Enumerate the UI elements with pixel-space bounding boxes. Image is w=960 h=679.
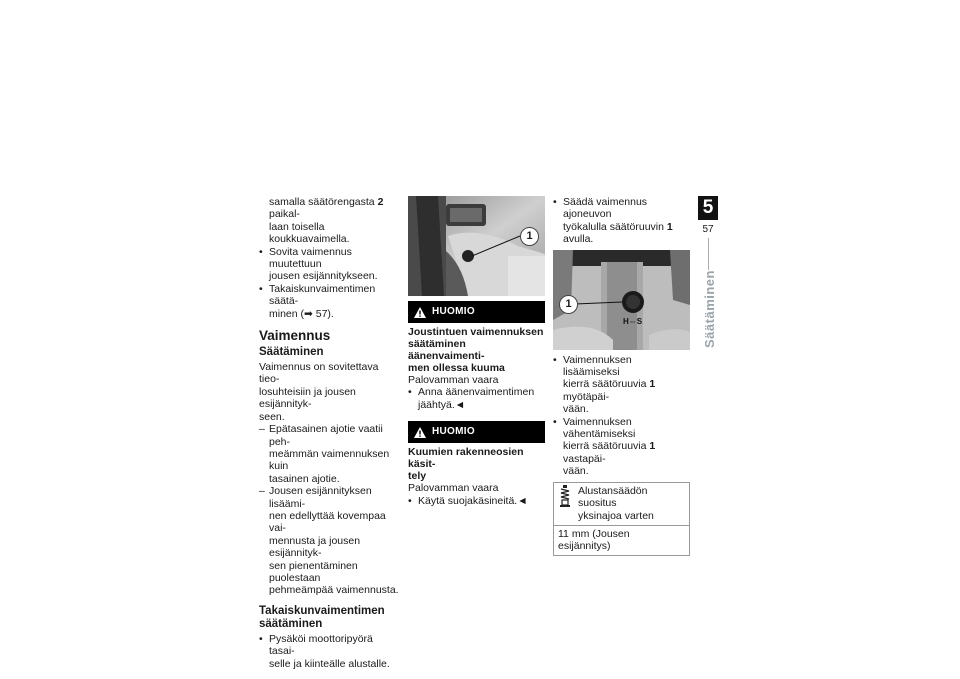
bullet-item: • Vaimennuksen lisäämiseksi kierrä säätöruuvia 1 myötäpäi- vään. — [553, 354, 690, 416]
warning-banner — [408, 301, 545, 323]
subsection-title: Takaiskunvaimentimen säätäminen — [259, 604, 385, 630]
text: laan toisella koukkuavaimella. — [269, 220, 350, 246]
divider — [708, 238, 709, 270]
spec-description: Alustansäädön suositus yksinajoa varten — [578, 484, 654, 522]
continued-text — [259, 196, 399, 246]
bullet-item: • Säädä vaimennus ajoneuvon työkalulla säätöruuvin 1 avulla. — [553, 196, 690, 246]
ref-number: 1 — [666, 220, 673, 233]
ref-number: 2 — [377, 196, 384, 208]
bullet-item: • Pysäköi moottoripyörä tasai- selle ja kiinteälle alustalle. — [259, 633, 399, 670]
warning-triangle-icon — [414, 427, 426, 438]
page-number: 57 — [702, 224, 714, 235]
spec-table — [553, 482, 690, 556]
ref-number: 1 — [649, 378, 656, 391]
callout-1: 1 — [559, 295, 578, 314]
section-title: Vaimennus — [259, 328, 331, 344]
bullet-item: • Vaimennuksen vähentämiseksi kierrä säätöruuvia 1 vastapäi- vään. — [553, 416, 690, 478]
warning-label: HUOMIO — [432, 426, 475, 438]
warning-subtitle: Palovamman vaara — [408, 374, 499, 386]
arrow-icon: ➡ — [304, 307, 313, 320]
column-middle — [408, 196, 545, 507]
subsection-title: Säätäminen — [259, 346, 324, 359]
bullet-item-crossref: • Takaiskunvaimentimen säätä- minen (➡ 57). — [259, 283, 399, 320]
end-mark-icon: ◄ — [517, 494, 528, 507]
chapter-number-tab: 5 — [698, 196, 718, 220]
photo-illustration — [408, 196, 545, 296]
column-right — [553, 196, 690, 556]
spec-table-header — [554, 483, 689, 526]
text: paikal- — [269, 208, 300, 221]
page-link[interactable]: 57). — [312, 307, 334, 320]
bullet-item: • Käytä suojakäsineitä.◄ — [408, 495, 545, 507]
dash-item: – Jousen esijännityksen lisäämi- nen edellyttää kovempaa vai- mennusta ja jousen esijännityk- sen pienentäminen puolestaan pehmeämpää vaimennusta. — [259, 485, 399, 597]
warning-subtitle: Palovamman vaara — [408, 482, 499, 495]
intro-paragraph: Vaimennus on sovitettava tieo- losuhteisiin ja jousen esijännityk- seen. — [259, 361, 379, 423]
warning-triangle-icon — [414, 307, 426, 318]
text: samalla säätörengasta — [269, 196, 375, 208]
bullet-item: • Sovita vaimennus muutettuun jousen esijännitykseen. — [259, 246, 399, 283]
warning-label: HUOMIO — [432, 305, 475, 317]
warning-title: Kuumien rakenneosien käsit- tely — [408, 446, 524, 483]
spring-preload-icon — [558, 485, 572, 507]
callout-1: 1 — [520, 227, 539, 246]
dash-item: – Epätasainen ajotie vaatii peh- meämmän vaimennuksen kuin tasainen ajotie. — [259, 423, 399, 485]
ref-number: 1 — [649, 440, 656, 453]
column-left — [259, 196, 399, 670]
spec-value: 11 mm (Jousen esijännitys) — [558, 527, 630, 553]
warning-title: Joustintuen vaimennuksen säätäminen äänenvaimenti- men ollessa kuuma — [408, 326, 544, 374]
photo-rear-shock-adjuster — [408, 196, 545, 296]
warning-banner — [408, 421, 545, 443]
end-mark-icon: ◄ — [454, 398, 466, 411]
knob-marking: H⇔S — [623, 316, 643, 326]
photo-damping-screw — [553, 250, 690, 350]
bullet-item: • Anna äänenvaimentimen jäähtyä.◄ — [408, 386, 545, 411]
